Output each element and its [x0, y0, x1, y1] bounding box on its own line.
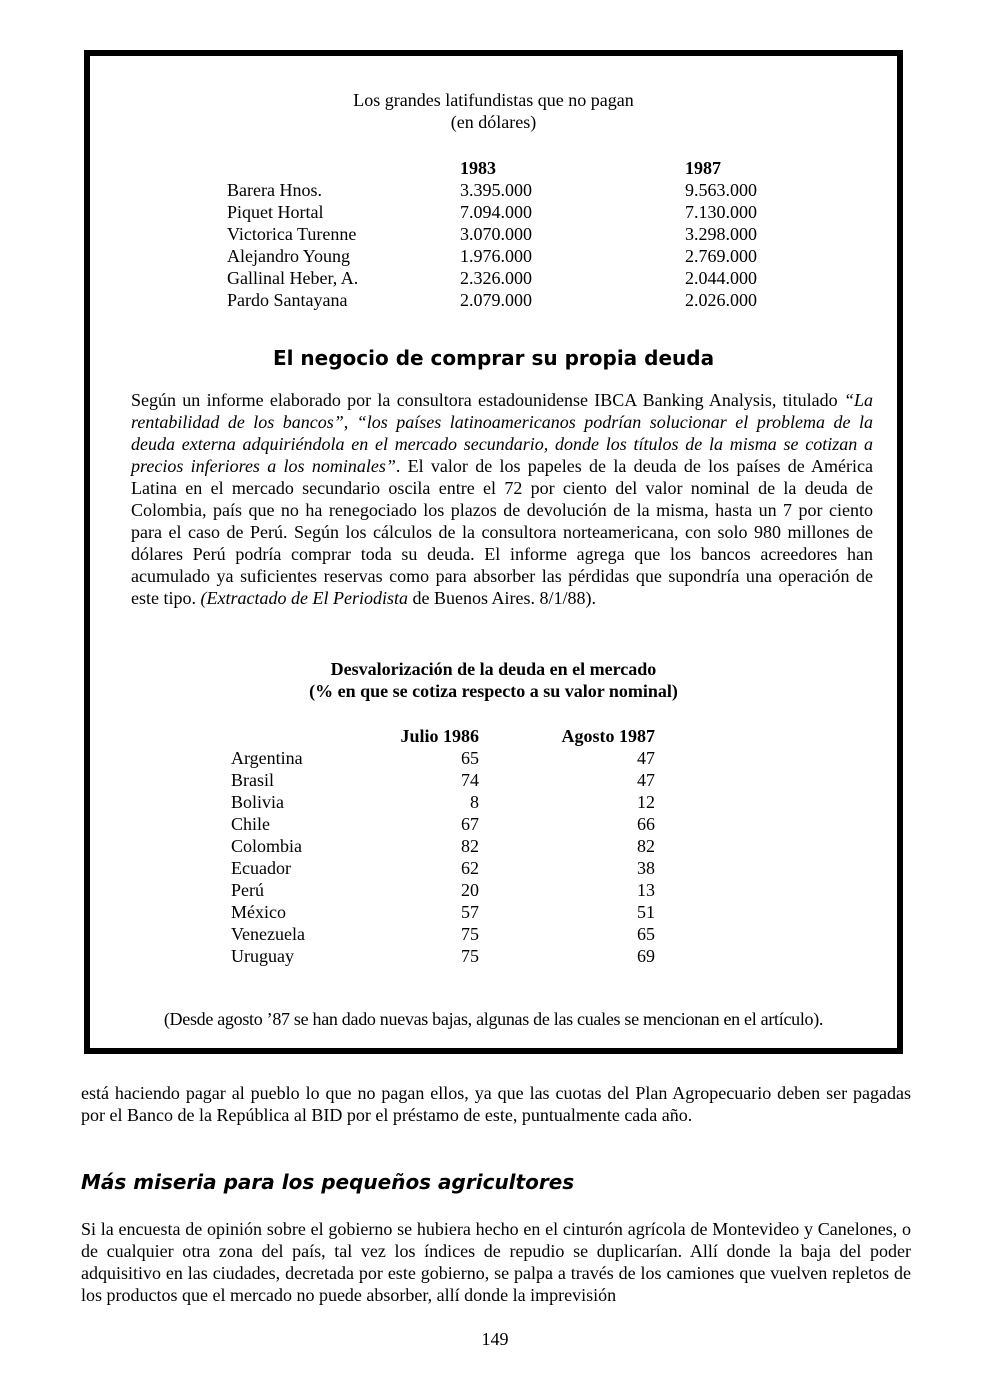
- row-name: Piquet Hortal: [227, 202, 324, 222]
- table2-header-country: [231, 725, 379, 747]
- table-row: [231, 813, 655, 835]
- row-country: Ecuador: [231, 858, 291, 878]
- row-name: Barera Hnos.: [227, 180, 322, 200]
- after-box-paragraph: está haciendo pagar al pueblo lo que no pagan ellos, ya que las cuotas del Plan Agropecuario deben ser pagadas por el Banco de la República al BID por el préstamo de este, puntualmente cada año.: [81, 1083, 911, 1125]
- table2-header-1986: Julio 1986: [400, 726, 479, 746]
- row-name: Pardo Santayana: [227, 290, 348, 310]
- row-country: Brasil: [231, 770, 274, 790]
- row-1986: 62: [461, 858, 479, 878]
- row-1986: 74: [461, 770, 479, 790]
- row-1987: 65: [637, 924, 655, 944]
- box-note: (Desde agosto ’87 se han dado nuevas bajas, algunas de las cuales se mencionan en el artículo).: [163, 1009, 824, 1029]
- row-1986: 57: [461, 902, 479, 922]
- table1-header-row: [227, 157, 785, 179]
- row-1987: 2.026.000: [685, 290, 757, 310]
- row-country: Chile: [231, 814, 270, 834]
- row-1987: 13: [637, 880, 655, 900]
- row-name: Victorica Turenne: [227, 224, 357, 244]
- table-row: [227, 245, 785, 267]
- box-paragraph-text-1: Según un informe elaborado por la consultora estadounidense IBCA Banking Analysis, titulado: [131, 390, 844, 410]
- table-row: [231, 747, 655, 769]
- row-country: Colombia: [231, 836, 302, 856]
- table-row: [231, 923, 655, 945]
- row-1986: 82: [461, 836, 479, 856]
- row-1987: 66: [637, 814, 655, 834]
- table-row: [227, 289, 785, 311]
- row-1987: 82: [637, 836, 655, 856]
- row-1987: 3.298.000: [685, 224, 757, 244]
- table-row: [227, 267, 785, 289]
- table-row: [231, 835, 655, 857]
- debt-devaluation-table: [231, 725, 655, 967]
- table2-title: Desvalorización de la deuda en el mercado: [330, 659, 657, 679]
- table2-header-1987: Agosto 1987: [561, 726, 655, 746]
- row-1986: 75: [461, 924, 479, 944]
- row-1986: 65: [461, 748, 479, 768]
- row-1983: 3.070.000: [460, 224, 532, 244]
- row-1983: 7.094.000: [460, 202, 532, 222]
- row-1986: 8: [470, 792, 479, 812]
- row-1987: 7.130.000: [685, 202, 757, 222]
- row-name: Gallinal Heber, A.: [227, 268, 359, 288]
- table-row: [227, 179, 785, 201]
- table1-title-block: [90, 89, 897, 133]
- row-1987: 2.769.000: [685, 246, 757, 266]
- table1-subtitle: (en dólares): [450, 112, 537, 132]
- table1-header-1983: 1983: [460, 158, 496, 178]
- table-row: [227, 223, 785, 245]
- box-paragraph-text-4: de Buenos Aires. 8/1/88).: [407, 588, 596, 608]
- table1-header-1987: 1987: [685, 158, 721, 178]
- row-1987: 38: [637, 858, 655, 878]
- section-body: Si la encuesta de opinión sobre el gobierno se hubiera hecho en el cinturón agrícola de Montevideo y Canelones, o de cualquier otra zona del país, tal vez los índices de repudio se duplicarían. Allí donde la baja del poder adquisitivo en las ciudades, decretada por este gobierno, se palpa a través de los camiones que vuelven repletos de los productos que el mercado no puede absorber, allí donde la imprevisión: [81, 1219, 911, 1305]
- box-paragraph: [131, 389, 873, 609]
- table-row: [227, 201, 785, 223]
- box-paragraph-quote-2: “los países latinoamericanos podrían solucionar el problema de la deuda externa adquiriéndola en el mercado secundario, donde los títulos de la misma se cotizan a precios inferiores a los nominales”: [131, 412, 874, 476]
- row-1983: 1.976.000: [460, 246, 532, 266]
- row-1987: 69: [637, 946, 655, 966]
- table-row: [231, 945, 655, 967]
- row-1986: 67: [461, 814, 479, 834]
- row-name: Alejandro Young: [227, 246, 351, 266]
- row-1983: 2.326.000: [460, 268, 532, 288]
- page-number: 149: [481, 1329, 509, 1349]
- row-1987: 47: [637, 748, 655, 768]
- table-row: [231, 879, 655, 901]
- sidebar-box: [84, 50, 903, 1054]
- section-heading: Más miseria para los pequeños agricultores: [81, 1170, 575, 1194]
- box-paragraph-text-2: ,: [343, 412, 357, 432]
- row-1987: 51: [637, 902, 655, 922]
- table2-title-block: [90, 658, 897, 702]
- table-row: [231, 901, 655, 923]
- box-paragraph-source: (Extractado de El Periodista: [200, 588, 408, 608]
- box-paragraph-quote-1: “La rentabilidad de los bancos”: [131, 390, 873, 432]
- row-country: Uruguay: [231, 946, 294, 966]
- row-1983: 2.079.000: [460, 290, 532, 310]
- row-country: Bolivia: [231, 792, 284, 812]
- row-1986: 75: [461, 946, 479, 966]
- box-heading: El negocio de comprar su propia deuda: [272, 346, 715, 370]
- row-1983: 3.395.000: [460, 180, 532, 200]
- row-1987: 12: [637, 792, 655, 812]
- row-country: Argentina: [231, 748, 303, 768]
- row-country: México: [231, 902, 286, 922]
- table2-subtitle: (% en que se cotiza respecto a su valor nominal): [309, 681, 678, 701]
- table1-header-name: [227, 157, 460, 179]
- row-country: Venezuela: [231, 924, 305, 944]
- table-row: [231, 791, 655, 813]
- row-country: Perú: [231, 880, 264, 900]
- row-1987: 47: [637, 770, 655, 790]
- landowners-table: [227, 157, 785, 311]
- row-1987: 9.563.000: [685, 180, 757, 200]
- table-row: [231, 769, 655, 791]
- box-paragraph-text-3: . El valor de los papeles de la deuda de los países de América Latina en el mercado secundario oscila entre el 72 por ciento del valor nominal de la deuda de Colombia, país que no ha renegociado los plazos de devolución de la misma, hasta un 7 por ciento para el caso de Perú. Según los cálculos de la consultora norteamericana, con solo 980 millones de dólares Perú podría comprar toda su deuda. El informe agrega que los bancos acreedores han acumulado ya suficientes reservas como para absorber las pérdidas que supondría una operación de este tipo.: [131, 456, 873, 608]
- row-1987: 2.044.000: [685, 268, 757, 288]
- row-1986: 20: [461, 880, 479, 900]
- table-row: [231, 857, 655, 879]
- table2-header-row: [231, 725, 655, 747]
- table1-title: Los grandes latifundistas que no pagan: [353, 90, 634, 110]
